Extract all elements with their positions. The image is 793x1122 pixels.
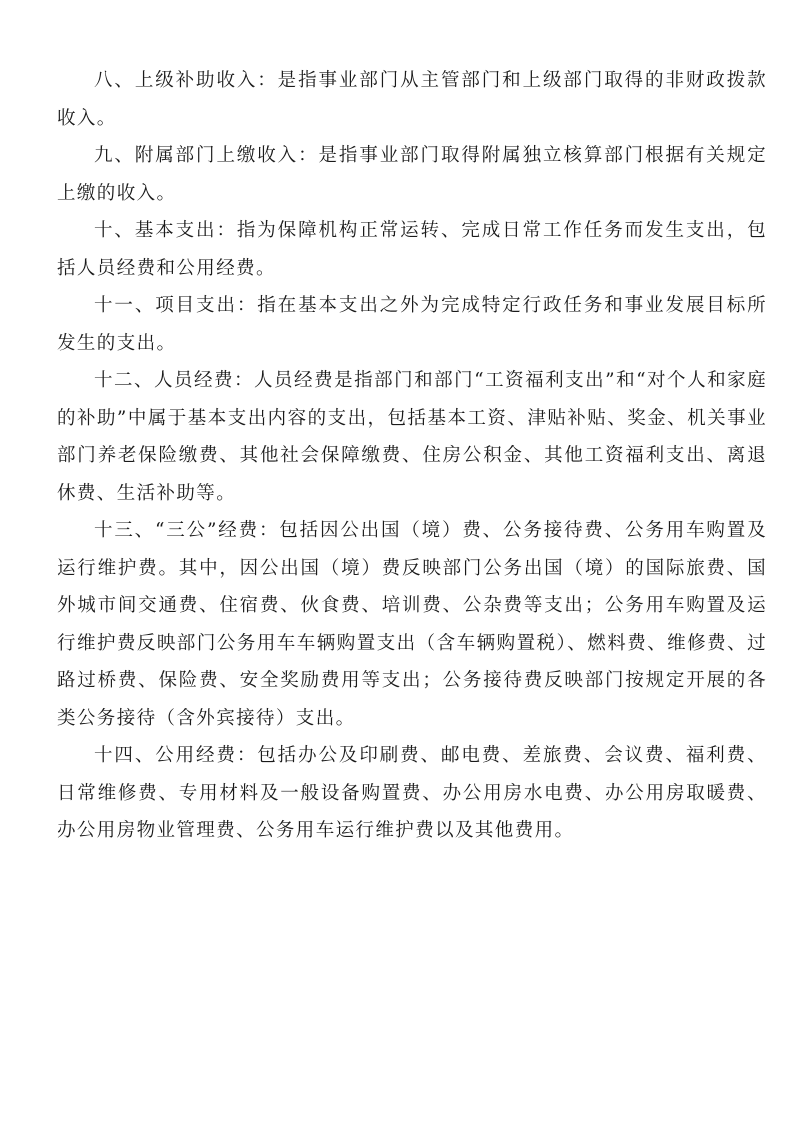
paragraph-public-expenses: 十四、公用经费：包括办公及印刷费、邮电费、差旅费、会议费、福利费、日常维修费、专用材料及一般设备购置费、办公用房水电费、办公用房取暖费、办公用房物业管理费、公务用车运行维护费以及其他费用。 [57,745,767,841]
paragraph-personnel-expenses: 十二、人员经费：人员经费是指部门和部门“工资福利支出”和“对个人和家庭的补助”中属于基本支出内容的支出，包括基本工资、津贴补贴、奖金、机关事业部门养老保险缴费、其他社会保障缴费、住房公积金、其他工资福利支出、离退休费、生活补助等。 [57,370,767,504]
paragraph-project-expenditure: 十一、项目支出：指在基本支出之外为完成特定行政任务和事业发展目标所发生的支出。 [57,295,767,354]
paragraph-superior-subsidy-income: 八、上级补助收入：是指事业部门从主管部门和上级部门取得的非财政拨款收入。 [57,70,767,129]
paragraph-basic-expenditure: 十、基本支出：指为保障机构正常运转、完成日常工作任务而发生支出，包括人员经费和公用经费。 [57,220,767,279]
paragraph-three-public-expenses: 十三、“三公”经费：包括因公出国（境）费、公务接待费、公务用车购置及运行维护费。其中，因公出国（境）费反映部门公务出国（境）的国际旅费、国外城市间交通费、住宿费、伙食费、培训费、公杂费等支出；公务用车购置及运行维护费反映部门公务用车车辆购置支出（含车辆购置税）、燃料费、维修费、过路过桥费、保险费、安全奖励费用等支出；公务接待费反映部门按规定开展的各类公务接待（含外宾接待）支出。 [57,520,767,729]
document-body [57,62,767,850]
paragraph-affiliated-unit-income: 九、附属部门上缴收入：是指事业部门取得附属独立核算部门根据有关规定上缴的收入。 [57,145,767,204]
